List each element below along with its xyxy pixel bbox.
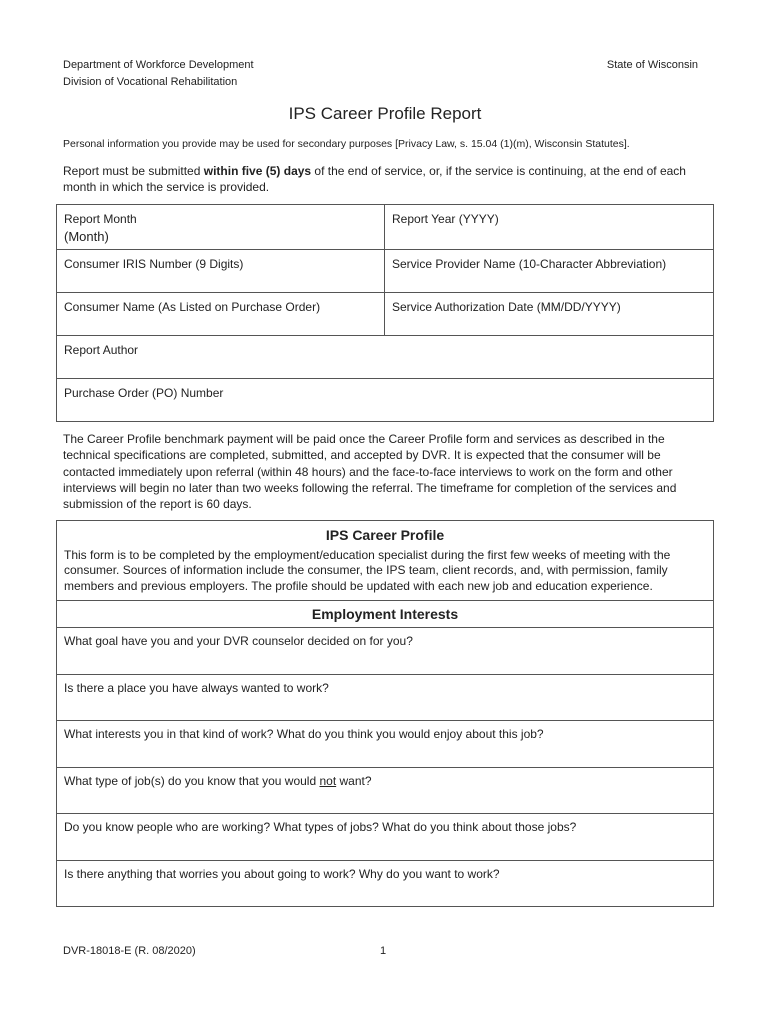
career-profile-description: This form is to be completed by the employment/education specialist during the first few weeks of meeting with the consumer. Sources of information include the consumer, the IPS team, client records, and, with permission, family members and previous employers. The profile should be updated with each new job and education experience. <box>64 548 671 593</box>
provider-name-field[interactable] <box>385 250 713 292</box>
iris-number-label: Consumer IRIS Number (9 Digits) <box>64 257 244 271</box>
career-profile-title: IPS Career Profile <box>325 527 445 543</box>
authorization-date-field[interactable] <box>385 293 713 335</box>
submission-instructions <box>63 163 703 195</box>
state-name: State of Wisconsin <box>606 59 698 71</box>
report-author-label: Report Author <box>64 343 139 357</box>
report-year-label: Report Year (YYYY) <box>392 212 499 226</box>
career-profile-section <box>56 520 714 907</box>
question-text-end: want? <box>336 773 372 788</box>
consumer-name-label: Consumer Name (As Listed on Purchase Order) <box>64 300 321 314</box>
iris-number-field[interactable] <box>57 250 385 292</box>
instructions-end: of the end of service, or, if the service is continuing, at the end of each month in which the service is provided. <box>63 164 686 194</box>
question-unwanted-jobs[interactable] <box>57 767 713 814</box>
report-month-label: Report Month <box>64 212 137 226</box>
header-agency <box>63 57 254 91</box>
table-row <box>57 292 713 335</box>
benchmark-paragraph: The Career Profile benchmark payment will be paid once the Career Profile form and services as described in the technical specifications are completed, submitted, and accepted by DVR. It is expected that the consumer will be contacted immediately upon referral (within 48 hours) and the face-to-face interviews to work on the form and other interviews will begin no later than two weeks following the referral. The timeframe for completion of the services and submission of the report is 60 days. <box>63 432 677 512</box>
table-row <box>57 378 713 421</box>
question-text: Is there anything that worries you about going to work? Why do you want to work? <box>64 866 500 881</box>
report-month-value[interactable]: (Month) <box>64 229 109 244</box>
table-row <box>57 335 713 378</box>
question-text: What goal have you and your DVR counselor decided on for you? <box>64 634 413 648</box>
po-number-label: Purchase Order (PO) Number <box>64 386 224 400</box>
report-author-field[interactable] <box>57 336 713 378</box>
privacy-notice: Personal information you provide may be used for secondary purposes [Privacy Law, s. 15.04 (1)(m), Wisconsin Statutes]. <box>63 138 630 150</box>
report-info-table <box>56 204 714 422</box>
instructions-deadline: within five (5) days <box>203 164 312 178</box>
question-interests[interactable] <box>57 720 713 767</box>
po-number-field[interactable] <box>57 379 713 421</box>
employment-interests-title: Employment Interests <box>57 600 713 627</box>
page-number: 1 <box>380 945 387 957</box>
report-month-field[interactable] <box>57 205 385 249</box>
question-text: What type of job(s) do you know that you would <box>64 773 320 788</box>
question-emphasis: not <box>319 773 337 788</box>
form-id: DVR-18018-E (R. 08/2020) <box>63 945 196 957</box>
provider-name-label: Service Provider Name (10-Character Abbreviation) <box>392 257 667 271</box>
instructions-start: Report must be submitted <box>63 164 204 178</box>
department-name: Department of Workforce Development <box>63 59 254 71</box>
question-worries[interactable] <box>57 860 713 907</box>
question-text: What interests you in that kind of work? What do you think you would enjoy about this job? <box>64 727 544 741</box>
table-row <box>57 249 713 292</box>
table-row <box>57 205 713 249</box>
question-text: Do you know people who are working? What types of jobs? What do you think about those jobs? <box>64 820 577 834</box>
question-working-people[interactable] <box>57 813 713 860</box>
division-name: Division of Vocational Rehabilitation <box>63 76 238 88</box>
question-text: Is there a place you have always wanted to work? <box>64 680 329 695</box>
page-title: IPS Career Profile Report <box>288 104 482 123</box>
report-year-field[interactable] <box>385 205 713 249</box>
authorization-date-label: Service Authorization Date (MM/DD/YYYY) <box>392 300 621 314</box>
question-goal[interactable] <box>57 627 713 674</box>
consumer-name-field[interactable] <box>57 293 385 335</box>
question-dream-workplace[interactable] <box>57 674 713 721</box>
